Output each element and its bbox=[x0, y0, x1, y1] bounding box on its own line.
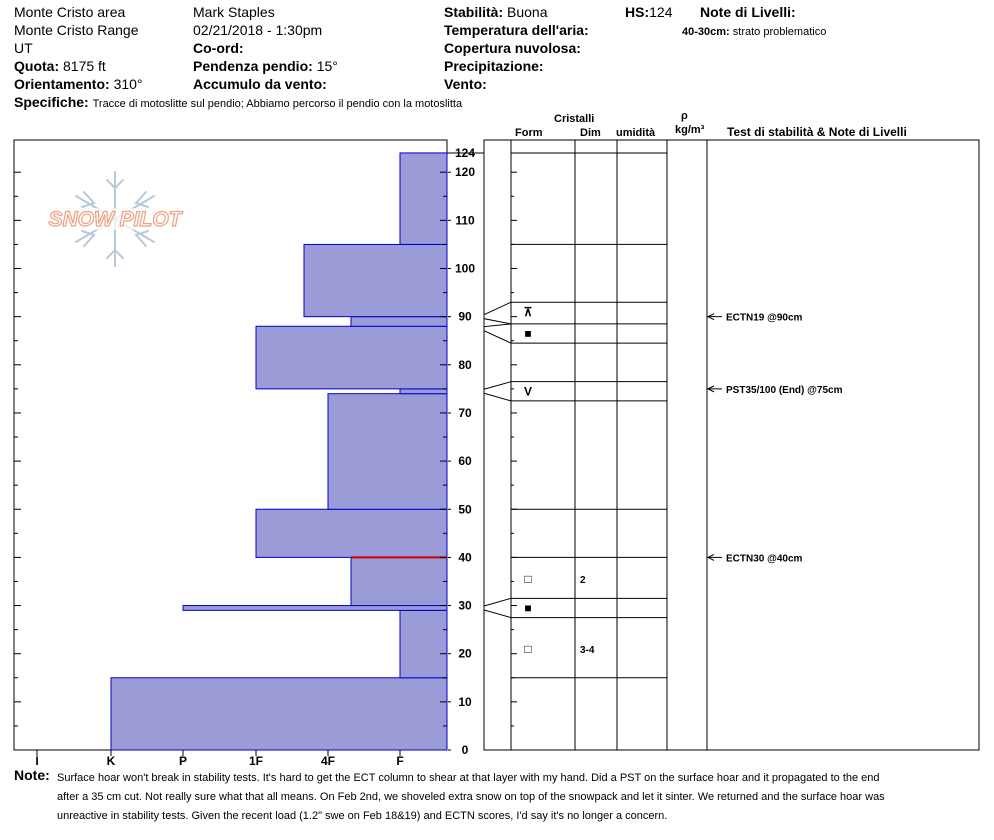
hs-label: HS: bbox=[625, 4, 650, 20]
range-name: Monte Cristo Range bbox=[14, 22, 139, 38]
depth-label: 120 bbox=[454, 165, 476, 180]
cloud-cover-label: Copertura nuvolosa: bbox=[444, 40, 581, 56]
grain-form-symbol: ■ bbox=[524, 326, 532, 341]
thin-layer-marker bbox=[484, 302, 511, 324]
hardness-layer bbox=[400, 610, 447, 677]
hardness-label: 4F bbox=[320, 754, 336, 768]
density-symbol: ρ bbox=[681, 110, 688, 122]
test-label: PST35/100 (End) @75cm bbox=[726, 384, 843, 396]
note-line: Surface hoar won't break in stability tests. It's hard to get the ECT column to shear at that layer with my hand. Did a PST on the surface hoar and it propagated to the end bbox=[57, 772, 880, 784]
crystals-header: Cristalli bbox=[554, 113, 595, 125]
depth-label: 60 bbox=[458, 454, 472, 469]
hardness-layer bbox=[111, 678, 447, 750]
hardness-layer bbox=[351, 317, 447, 327]
logo-text: SNOW PILOT bbox=[48, 208, 182, 231]
depth-label: 90 bbox=[458, 309, 472, 324]
depth-label: 30 bbox=[458, 598, 472, 613]
depth-label: 40 bbox=[458, 550, 472, 565]
tests-header: Test di stabilità & Note di Livelli bbox=[727, 125, 907, 139]
aspect-label: Orientamento: bbox=[14, 76, 110, 92]
thin-layer-marker bbox=[484, 382, 511, 401]
hardness-layer bbox=[351, 557, 447, 605]
thin-layer-markers bbox=[484, 302, 511, 617]
hardness-layer bbox=[256, 509, 447, 557]
specifics-label: Specifiche: bbox=[14, 94, 89, 110]
grain-form-symbol: □ bbox=[524, 641, 532, 656]
observer-name: Mark Staples bbox=[193, 4, 275, 20]
layer-note-depth: 40-30cm: bbox=[682, 26, 730, 38]
stability-tests bbox=[707, 313, 843, 565]
test-label: ECTN19 @90cm bbox=[726, 312, 803, 324]
hardness-layer bbox=[328, 394, 447, 510]
depth-label: 100 bbox=[454, 261, 476, 276]
depth-label: 124 bbox=[454, 145, 476, 160]
hardness-layer bbox=[183, 606, 447, 611]
test-label: ECTN30 @40cm bbox=[726, 553, 803, 565]
grain-form-symbol: □ bbox=[524, 572, 532, 587]
air-temp-label: Temperatura dell'aria: bbox=[444, 22, 589, 38]
specifics-text: Tracce di motoslitte sul pendio; Abbiamo percorso il pendio con la motoslitta bbox=[92, 98, 463, 110]
area-name: Monte Cristo area bbox=[14, 4, 126, 20]
note-label: Note: bbox=[14, 767, 50, 783]
coord-label: Co-ord: bbox=[193, 40, 244, 56]
hardness-layer bbox=[400, 153, 447, 244]
elevation-label: Quota: bbox=[14, 58, 60, 74]
hardness-label: 1F bbox=[248, 754, 264, 768]
hardness-label: P bbox=[178, 754, 188, 768]
grain-form-symbol: V bbox=[523, 384, 533, 399]
thin-layer-marker bbox=[484, 598, 511, 617]
depth-label: 70 bbox=[458, 405, 472, 420]
state-name: UT bbox=[14, 40, 33, 56]
slope-label: Pendenza pendio: bbox=[193, 58, 313, 74]
layer-note-text: strato problematico bbox=[732, 26, 827, 38]
thin-layer-marker bbox=[484, 324, 511, 343]
depth-label: 110 bbox=[455, 213, 475, 228]
density-unit: kg/m³ bbox=[675, 124, 705, 136]
hardness-label: K bbox=[106, 754, 116, 768]
grain-size: 3-4 bbox=[580, 644, 595, 656]
grain-form-symbol: ⊼ bbox=[523, 304, 533, 319]
size-header: Dim bbox=[580, 127, 601, 139]
grain-form-symbol: ■ bbox=[524, 600, 532, 615]
grain-size: 2 bbox=[580, 575, 586, 587]
wind-loading-label: Accumulo da vento: bbox=[193, 76, 327, 92]
depth-label: 0 bbox=[461, 743, 469, 757]
aspect-value: 310° bbox=[113, 76, 143, 92]
precip-label: Precipitazione: bbox=[444, 58, 544, 74]
depth-label: 80 bbox=[458, 357, 472, 372]
elevation-value: 8175 ft bbox=[63, 58, 106, 74]
hardness-layer bbox=[304, 244, 447, 316]
stability-value: Buona bbox=[507, 4, 548, 20]
depth-label: 50 bbox=[458, 502, 472, 517]
layer-boundaries bbox=[511, 153, 667, 726]
hardness-layer bbox=[256, 326, 447, 389]
depth-label: 20 bbox=[458, 646, 472, 661]
note-line: unreactive in stability tests. Given the recent load (1.2" swe on Feb 18&19) and ECTN scores, I'd say it's no longer a concern. bbox=[57, 810, 668, 822]
hardness-label: I bbox=[35, 754, 39, 768]
note-text bbox=[57, 769, 885, 826]
depth-axis bbox=[447, 146, 484, 757]
note-line: after a 35 cm cut. Not really sure what that all means. On Feb 2nd, we shoveled extra snow on top of the snowpack and let it sinter. We returned and the surface hoar was bbox=[57, 791, 885, 803]
form-header: Form bbox=[515, 127, 543, 139]
grain-forms bbox=[524, 305, 595, 656]
hardness-label: F bbox=[396, 754, 404, 768]
layer-notes-label: Note di Livelli: bbox=[700, 4, 796, 20]
crystal-table-frame bbox=[484, 140, 979, 750]
stability-label: Stabilità: bbox=[444, 4, 504, 20]
hardness-layer bbox=[400, 389, 447, 394]
observation-datetime: 02/21/2018 - 1:30pm bbox=[193, 22, 323, 38]
moisture-header: umidità bbox=[616, 127, 656, 139]
slope-value: 15° bbox=[316, 58, 338, 74]
wind-label: Vento: bbox=[444, 76, 487, 92]
depth-label: 10 bbox=[458, 694, 472, 709]
hs-value: 124 bbox=[649, 4, 673, 20]
hardness-axis bbox=[35, 750, 403, 768]
